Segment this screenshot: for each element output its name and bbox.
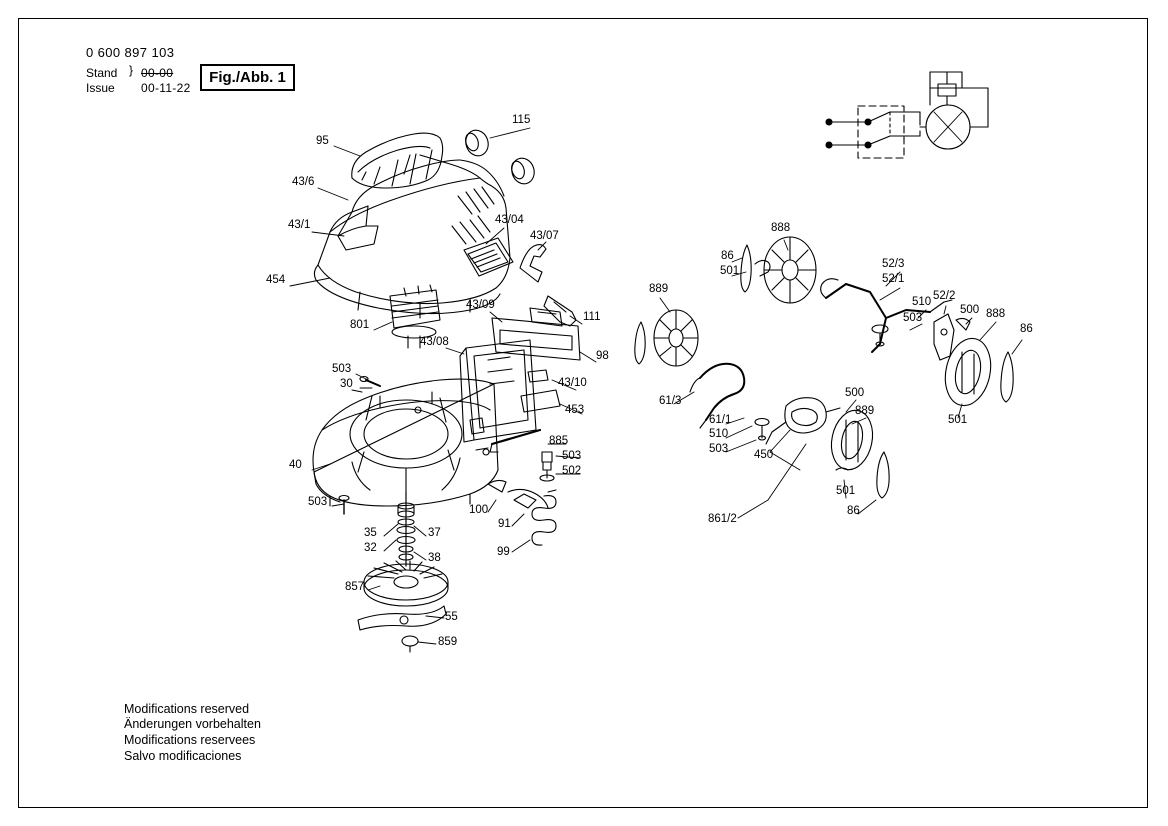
stand-label: Stand (86, 66, 118, 80)
issue-label: Issue (86, 81, 115, 95)
callout-502: 502 (562, 465, 582, 477)
callout-91: 91 (498, 518, 511, 530)
callout-503-d: 503 (903, 312, 923, 324)
callout-43-04: 43/04 (495, 214, 524, 226)
callout-510-b: 510 (709, 428, 729, 440)
part-number: 0 600 897 103 (86, 45, 175, 60)
callout-888-a: 888 (771, 222, 791, 234)
callout-61-1: 61/1 (709, 414, 732, 426)
callout-38: 38 (428, 552, 441, 564)
callout-859: 859 (438, 636, 458, 648)
footer-line-2: Änderungen vorbehalten (124, 717, 261, 731)
callout-503-e: 503 (709, 443, 729, 455)
footer-line-3: Modifications reservees (124, 733, 256, 747)
figure-label: Fig./Abb. 1 (209, 69, 286, 86)
stand-date: 00-00 (141, 66, 174, 80)
issue-date: 00-11-22 (141, 81, 191, 95)
callout-501-a: 501 (720, 265, 740, 277)
callout-801: 801 (350, 319, 370, 331)
callout-43-1: 43/1 (288, 219, 311, 231)
callout-501-b: 501 (948, 414, 968, 426)
callout-503-b: 503 (562, 450, 582, 462)
callout-52-1: 52/1 (882, 273, 905, 285)
footer-line-1: Modifications reserved (124, 702, 250, 716)
callout-501-c: 501 (836, 485, 856, 497)
callout-889-a: 889 (649, 283, 669, 295)
callout-43-6: 43/6 (292, 176, 315, 188)
callout-857: 857 (345, 581, 365, 593)
date-brace: } (129, 63, 134, 77)
callout-500-a: 500 (960, 304, 980, 316)
callout-99: 99 (497, 546, 510, 558)
callout-43-09: 43/09 (466, 299, 495, 311)
callout-43-07: 43/07 (530, 230, 559, 242)
callout-32: 32 (364, 542, 377, 554)
footer-line-4: Salvo modificaciones (124, 749, 242, 763)
callout-95: 95 (316, 135, 329, 147)
figure-label-box (200, 64, 295, 91)
callout-450: 450 (754, 449, 774, 461)
callout-52-3: 52/3 (882, 258, 905, 270)
callout-503-a: 503 (332, 363, 352, 375)
callout-453: 453 (565, 404, 585, 416)
callout-86-c: 86 (847, 505, 860, 517)
callout-37: 37 (428, 527, 441, 539)
callout-500-b: 500 (845, 387, 865, 399)
callout-43-08: 43/08 (420, 336, 449, 348)
callout-115: 115 (512, 114, 531, 126)
callout-861-2: 861/2 (708, 513, 737, 525)
callout-454: 454 (266, 274, 286, 286)
callout-885: 885 (549, 435, 569, 447)
callout-43-10: 43/10 (558, 377, 587, 389)
callout-30: 30 (340, 378, 353, 390)
callout-111: 111 (583, 311, 601, 323)
callout-86-b: 86 (1020, 323, 1033, 335)
callout-98: 98 (596, 350, 609, 362)
callout-55: 55 (445, 611, 458, 623)
callout-35: 35 (364, 527, 377, 539)
callout-510-a: 510 (912, 296, 932, 308)
callout-100: 100 (469, 504, 489, 516)
callout-61-3: 61/3 (659, 395, 682, 407)
callout-503-c: 503 (308, 496, 328, 508)
callout-888-b: 888 (986, 308, 1006, 320)
callout-52-2: 52/2 (933, 290, 956, 302)
callout-86-a: 86 (721, 250, 734, 262)
callout-40: 40 (289, 459, 302, 471)
callout-889-b: 889 (855, 405, 875, 417)
